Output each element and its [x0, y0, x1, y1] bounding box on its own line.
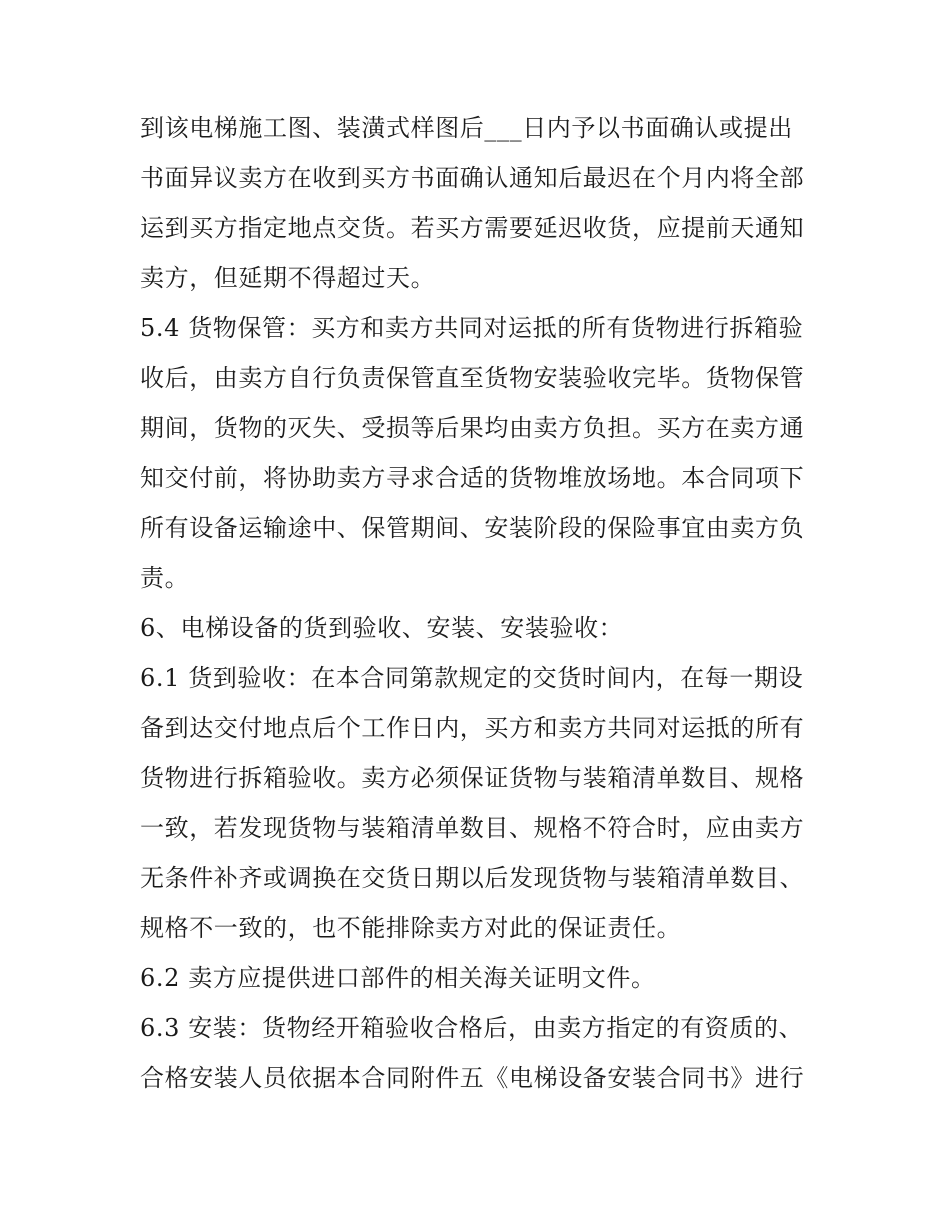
text-line: 无条件补齐或调换在交货日期以后发现货物与装箱清单数目、 [140, 864, 805, 892]
text-line: 卖方，但延期不得超过天。 [140, 264, 436, 292]
text-line: 6.3 安装：货物经开箱验收合格后，由卖方指定的有资质的、 [140, 1014, 804, 1042]
text-line: 5.4 货物保管：买方和卖方共同对运抵的所有货物进行拆箱验 [140, 314, 804, 342]
text-line: 规格不一致的，也不能排除卖方对此的保证责任。 [140, 914, 682, 942]
text-line: 收后，由卖方自行负责保管直至货物安装验收完毕。货物保管 [140, 364, 805, 392]
text-line: 一致，若发现货物与装箱清单数目、规格不符合时，应由卖方 [140, 814, 805, 842]
text-line: 所有设备运输途中、保管期间、安装阶段的保险事宜由卖方负 [140, 514, 805, 542]
text-line: 期间，货物的灭失、受损等后果均由卖方负担。买方在卖方通 [140, 414, 805, 442]
text-line: 合格安装人员依据本合同附件五《电梯设备安装合同书》进行 [140, 1064, 805, 1092]
text-line: 到该电梯施工图、装潢式样图后___日内予以书面确认或提出 [140, 114, 793, 142]
text-line: 备到达交付地点后个工作日内，买方和卖方共同对运抵的所有 [140, 714, 805, 742]
text-line: 货物进行拆箱验收。卖方必须保证货物与装箱清单数目、规格 [140, 764, 805, 792]
text-line: 知交付前，将协助卖方寻求合适的货物堆放场地。本合同项下 [140, 464, 805, 492]
section-heading: 6、电梯设备的货到验收、安装、安装验收： [140, 614, 624, 642]
text-line: 运到买方指定地点交货。若买方需要延迟收货，应提前天通知 [140, 214, 805, 242]
text-line: 6.2 卖方应提供进口部件的相关海关证明文件。 [140, 964, 656, 992]
text-line: 责。 [140, 564, 190, 592]
text-line: 书面异议卖方在收到买方书面确认通知后最迟在个月内将全部 [140, 164, 805, 192]
text-line: 6.1 货到验收：在本合同第款规定的交货时间内，在每一期设 [140, 664, 804, 692]
